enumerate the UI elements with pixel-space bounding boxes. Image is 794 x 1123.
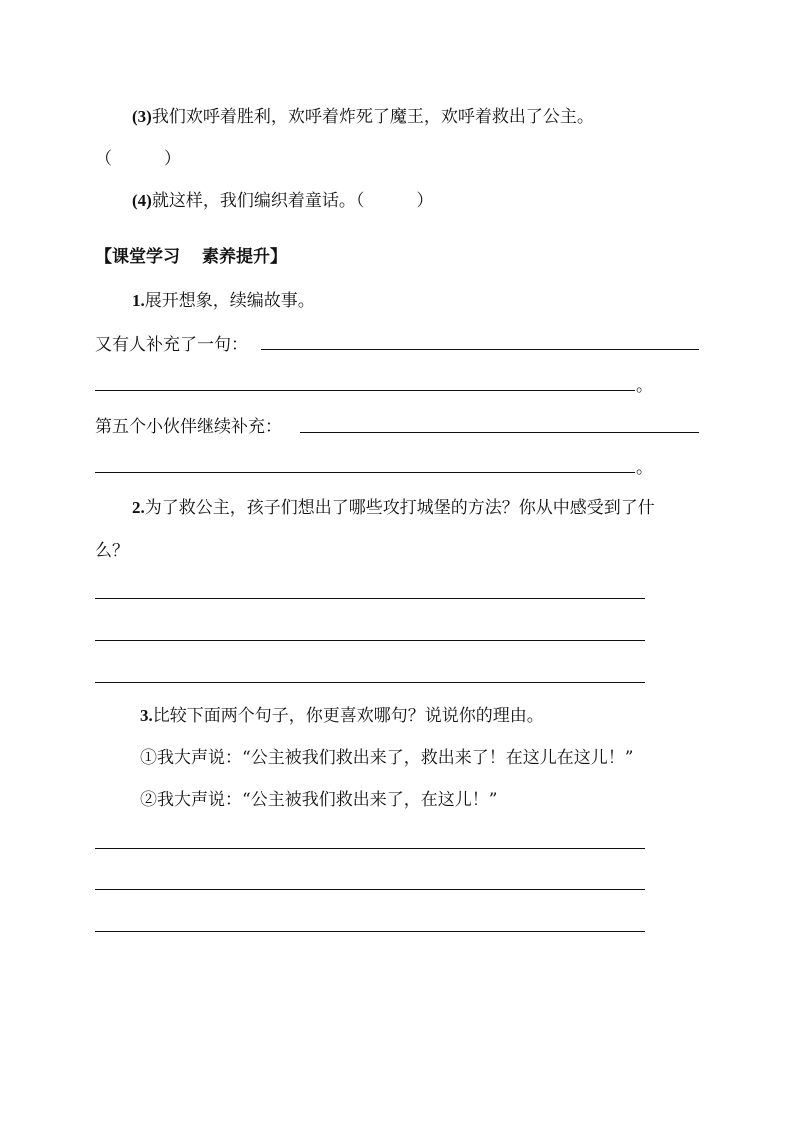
q1-prompt-1-line-b[interactable] — [95, 390, 635, 391]
item-4-text: 就这样，我们编织着童话。 — [151, 191, 356, 211]
item-4-number: (4) — [132, 191, 152, 210]
question-3 — [140, 705, 544, 727]
item-3-answer-parens — [95, 148, 181, 170]
q2-answer-line-2[interactable] — [95, 640, 645, 641]
item-3 — [132, 106, 594, 128]
paren-close: ） — [416, 191, 434, 211]
q3-sentence-1: ①我大声说：“公主被我们救出来了，救出来了！在这儿在这儿！” — [140, 748, 634, 768]
q1-prompt-2-label: 第五个小伙伴继续补充： — [95, 417, 282, 437]
q1-prompt-2-line-b[interactable] — [95, 472, 635, 473]
question-3-number: 3. — [140, 706, 153, 725]
item-3-number: (3) — [132, 107, 152, 126]
q1-prompt-1-period: 。 — [636, 376, 653, 396]
question-2-line1 — [132, 497, 655, 519]
question-1-text: 展开想象，续编故事。 — [144, 291, 315, 311]
item-3-text: 我们欢呼着胜利，欢呼着炸死了魔王，欢呼着救出了公主。 — [151, 107, 594, 127]
section-bracket-close: 】 — [270, 247, 287, 267]
paren-open: （ — [95, 149, 112, 169]
section-heading — [95, 246, 287, 268]
q3-answer-line-1[interactable] — [95, 848, 645, 849]
q1-prompt-2-line-a[interactable] — [300, 432, 699, 433]
section-title-part1: 课堂学习 — [112, 247, 180, 267]
question-2-number: 2. — [132, 498, 145, 517]
section-bracket-open: 【 — [95, 247, 112, 267]
section-title-part2: 素养提升 — [202, 247, 270, 267]
item-4 — [132, 190, 433, 212]
question-3-text: 比较下面两个句子，你更喜欢哪句？说说你的理由。 — [152, 706, 544, 726]
question-1 — [132, 290, 315, 312]
q1-prompt-2-period: 。 — [636, 458, 653, 478]
q2-answer-line-3[interactable] — [95, 682, 645, 683]
question-1-number: 1. — [132, 291, 145, 310]
q1-prompt-1-line-a[interactable] — [261, 349, 699, 350]
paren-open: （ — [355, 191, 365, 211]
q3-answer-line-3[interactable] — [95, 931, 645, 932]
question-2-text-1: 为了救公主，孩子们想出了哪些攻打城堡的方法？你从中感受到了什 — [144, 498, 655, 518]
paren-close: ） — [164, 149, 181, 169]
question-2-line2: 么？ — [95, 541, 129, 561]
q1-prompt-1-label: 又有人补充了一句： — [95, 335, 248, 355]
q2-answer-line-1[interactable] — [95, 598, 645, 599]
q3-sentence-2: ②我大声说：“公主被我们救出来了，在这儿！” — [140, 790, 498, 810]
q3-answer-line-2[interactable] — [95, 889, 645, 890]
